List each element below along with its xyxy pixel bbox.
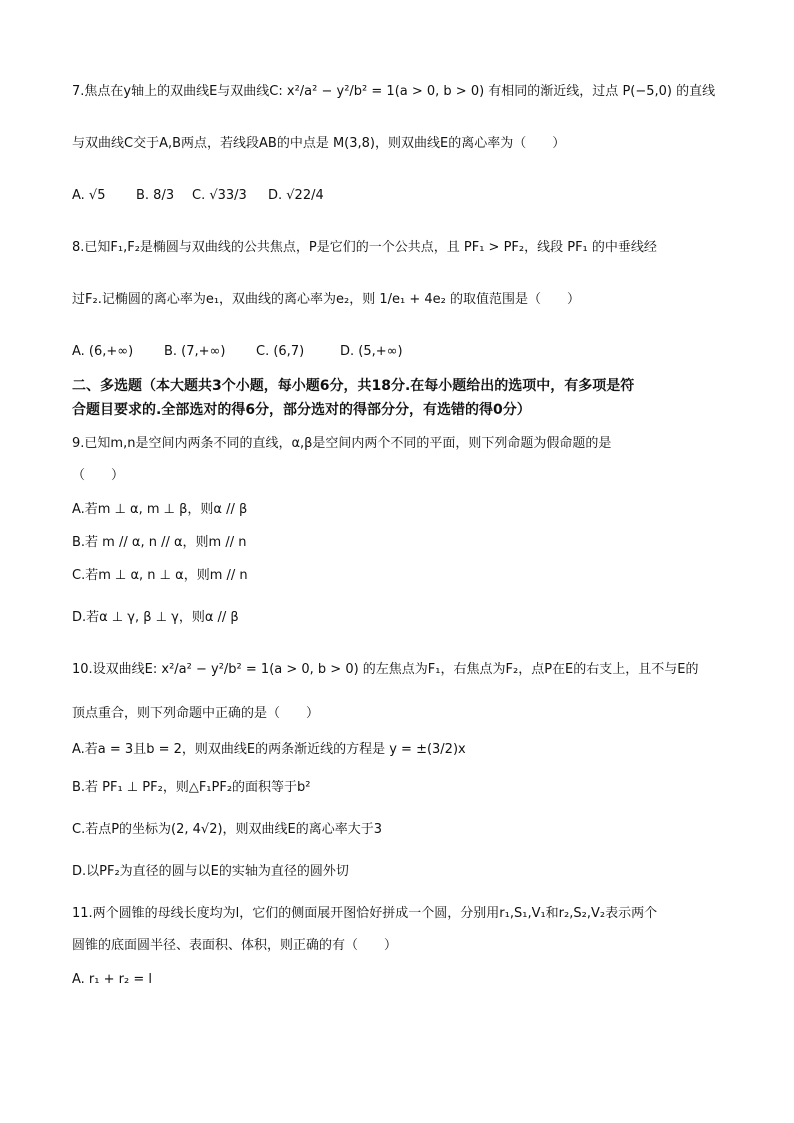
q9-stem-line2: （ ） <box>72 468 125 483</box>
q11-stem-line1: 11.两个圆锥的母线长度均为l，它们的侧面展开图恰好拼成一个圆，分别用r₁,S₁,V₁和r₂,S₂,V₂表示两个 <box>72 906 658 921</box>
q8-stem-line2: 过F₂.记椭圆的离心率为e₁，双曲线的离心率为e₂，则 1/e₁ + 4e₂ 的取值范围是（ ） <box>72 292 581 307</box>
q7-option-c: C. √33/3 <box>192 188 247 203</box>
q9-option-d: D.若α ⊥ γ, β ⊥ γ，则α // β <box>72 610 239 625</box>
q7-option-d: D. √22/4 <box>268 188 324 203</box>
q11-stem-line2: 圆锥的底面圆半径、表面积、体积，则正确的有（ ） <box>72 938 398 953</box>
section-2-heading-line2: 合题目要求的.全部选对的得6分，部分选对的得部分分，有选错的得0分） <box>72 402 531 418</box>
q11-option-a: A. r₁ + r₂ = l <box>72 972 152 987</box>
q7-option-a: A. √5 <box>72 188 106 203</box>
q10-option-c: C.若点P的坐标为(2, 4√2)，则双曲线E的离心率大于3 <box>72 822 383 837</box>
section-2-heading-line1: 二、多选题（本大题共3个小题，每小题6分，共18分.在每小题给出的选项中，有多项是符 <box>72 378 635 394</box>
q9-stem-line1: 9.已知m,n是空间内两条不同的直线，α,β是空间内两个不同的平面，则下列命题为假命题的是 <box>72 436 612 451</box>
q10-option-b: B.若 PF₁ ⊥ PF₂，则△F₁PF₂的面积等于b² <box>72 780 311 795</box>
q7-stem-line2: 与双曲线C交于A,B两点，若线段AB的中点是 M(3,8)，则双曲线E的离心率为（ ） <box>72 136 566 151</box>
q10-option-d: D.以PF₂为直径的圆与以E的实轴为直径的圆外切 <box>72 864 349 879</box>
q9-option-a: A.若m ⊥ α, m ⊥ β，则α // β <box>72 502 248 517</box>
q7-stem-line1: 7.焦点在y轴上的双曲线E与双曲线C: x²/a² − y²/b² = 1(a > 0, b > 0) 有相同的渐近线，过点 P(−5,0) 的直线 <box>72 84 716 99</box>
q10-stem-line2: 顶点重合，则下列命题中正确的是（ ） <box>72 706 320 721</box>
q8-option-a: A. (6,+∞) <box>72 344 134 359</box>
q8-option-b: B. (7,+∞) <box>164 344 226 359</box>
q10-stem-line1: 10.设双曲线E: x²/a² − y²/b² = 1(a > 0, b > 0) 的左焦点为F₁，右焦点为F₂，点P在E的右支上，且不与E的 <box>72 662 699 677</box>
q9-option-c: C.若m ⊥ α, n ⊥ α，则m // n <box>72 568 248 583</box>
q7-option-b: B. 8/3 <box>136 188 175 203</box>
q9-option-b: B.若 m // α, n // α，则m // n <box>72 535 247 550</box>
q8-option-c: C. (6,7) <box>256 344 305 359</box>
q8-stem-line1: 8.已知F₁,F₂是椭圆与双曲线的公共焦点，P是它们的一个公共点，且 PF₁ > PF₂，线段 PF₁ 的中垂线经 <box>72 240 657 255</box>
q8-option-d: D. (5,+∞) <box>340 344 403 359</box>
q10-option-a: A.若a = 3且b = 2，则双曲线E的两条渐近线的方程是 y = ±(3/2)x <box>72 742 466 757</box>
